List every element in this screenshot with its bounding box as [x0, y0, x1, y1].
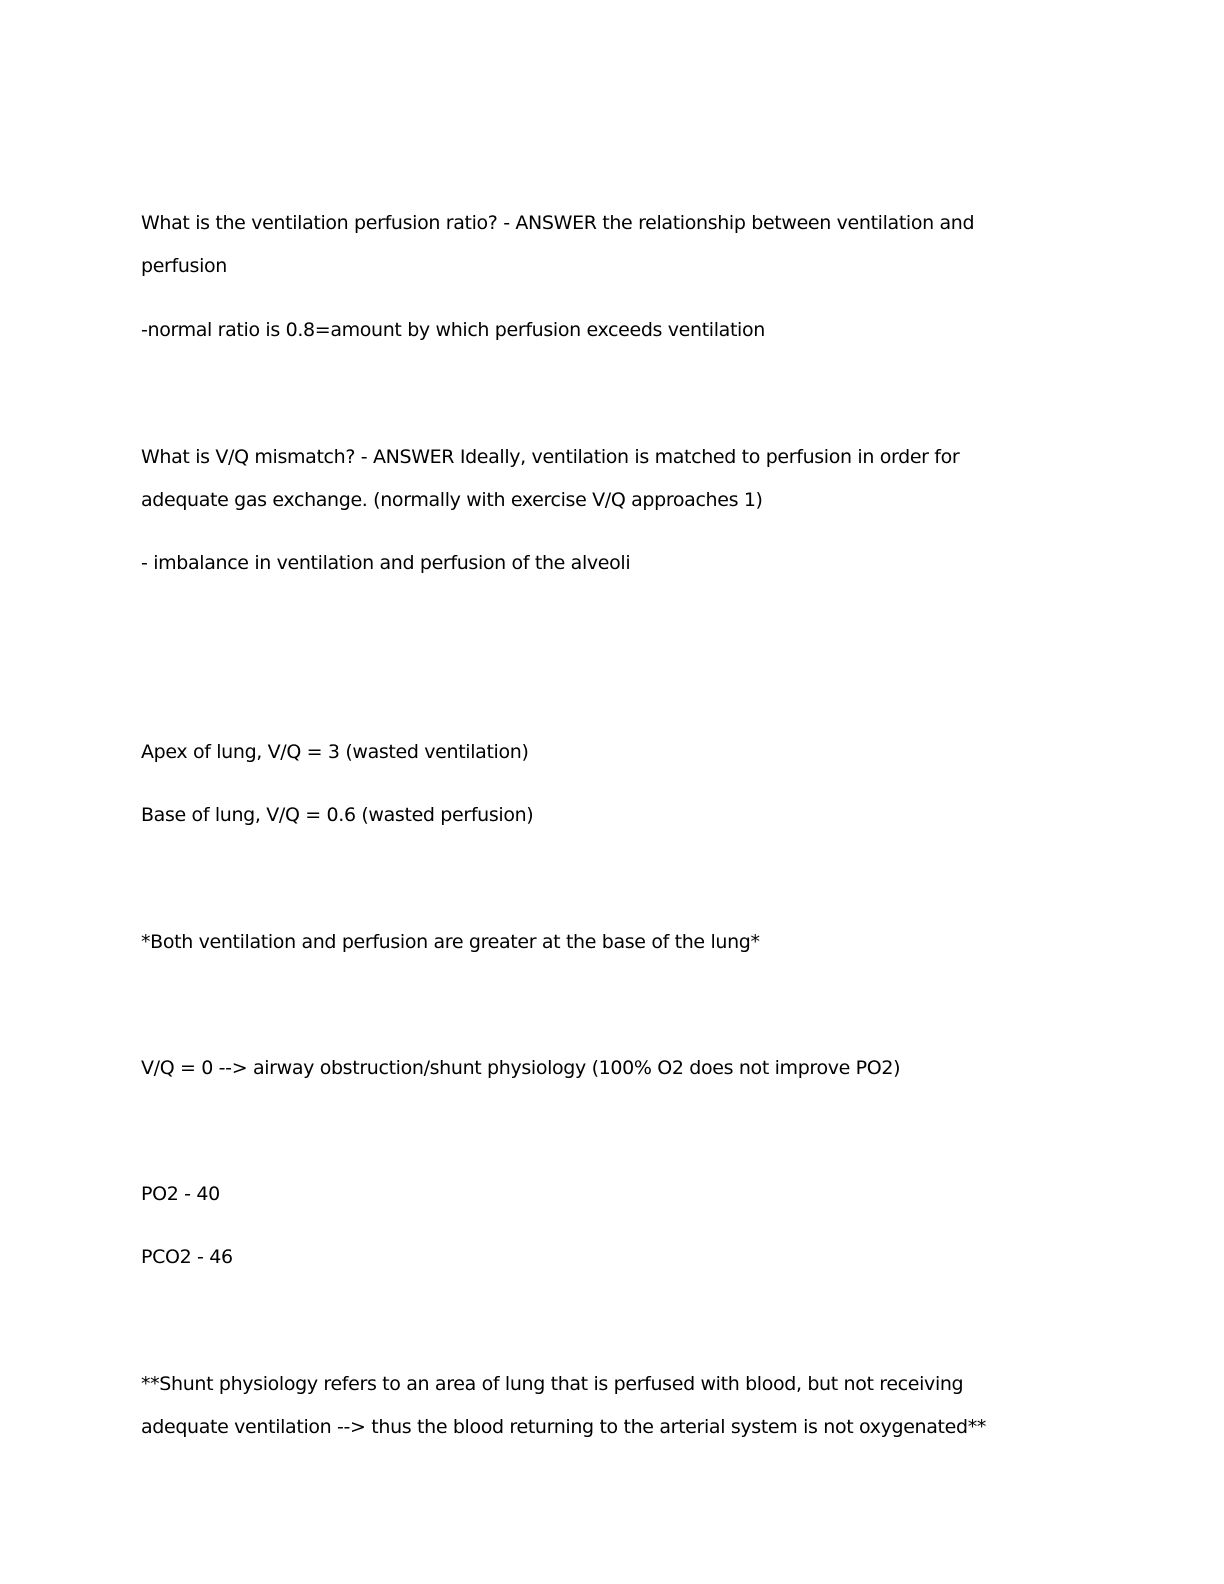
- po2-value-line: PO2 - 40: [141, 1183, 220, 1205]
- vq-zero-line: V/Q = 0 --> airway obstruction/shunt physiology (100% O2 does not improve PO2): [141, 1057, 901, 1079]
- apex-of-lung-line: Apex of lung, V/Q = 3 (wasted ventilation): [141, 741, 529, 763]
- base-of-lung-line: Base of lung, V/Q = 0.6 (wasted perfusion): [141, 804, 534, 826]
- normal-ratio-note: -normal ratio is 0.8=amount by which perfusion exceeds ventilation: [141, 319, 765, 341]
- pco2-value-line: PCO2 - 46: [141, 1246, 233, 1268]
- answer-continuation-perfusion: perfusion: [141, 255, 227, 277]
- question-ventilation-perfusion-ratio: What is the ventilation perfusion ratio? - ANSWER the relationship between ventilation and: [141, 212, 975, 234]
- base-greater-note: *Both ventilation and perfusion are greater at the base of the lung*: [141, 931, 760, 953]
- shunt-physiology-definition: **Shunt physiology refers to an area of lung that is perfused with blood, but not receiving: [141, 1373, 964, 1395]
- question-vq-mismatch: What is V/Q mismatch? - ANSWER Ideally, ventilation is matched to perfusion in order for: [141, 446, 960, 468]
- shunt-physiology-continuation: adequate ventilation --> thus the blood returning to the arterial system is not oxygenated**: [141, 1416, 986, 1438]
- imbalance-note: - imbalance in ventilation and perfusion of the alveoli: [141, 552, 631, 574]
- answer-continuation-gas-exchange: adequate gas exchange. (normally with exercise V/Q approaches 1): [141, 489, 763, 511]
